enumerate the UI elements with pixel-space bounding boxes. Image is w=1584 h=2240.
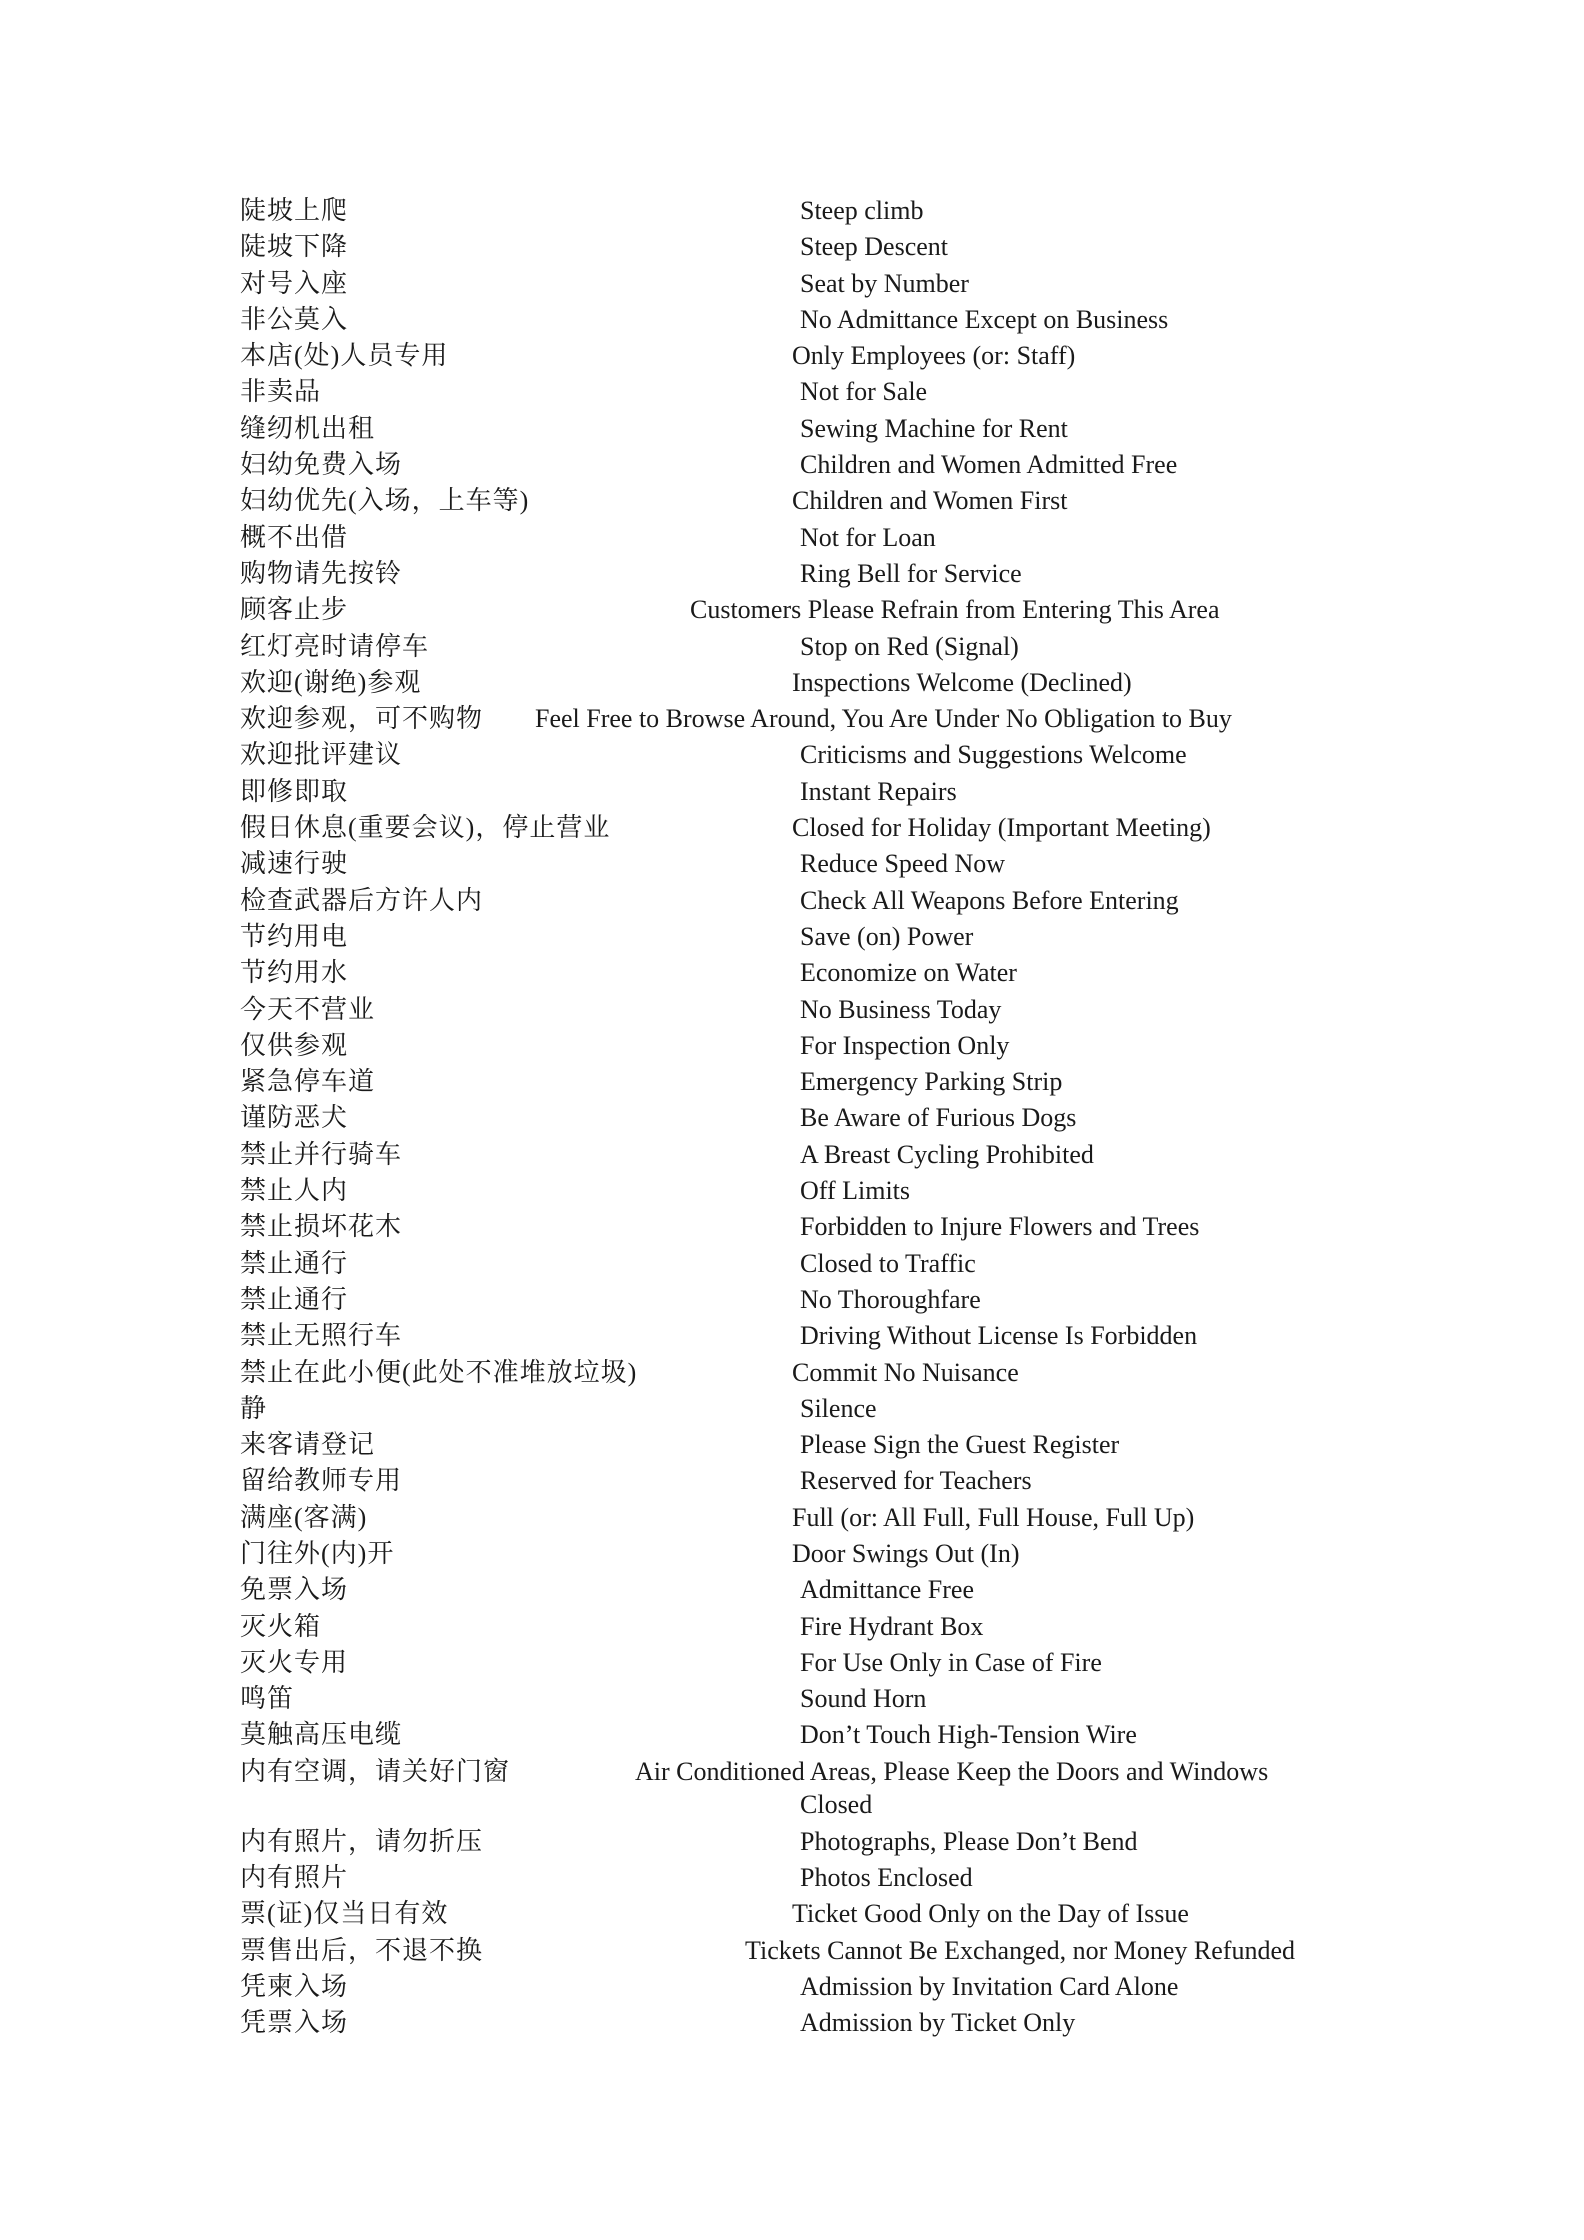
chinese-sign-text: 禁止通行 xyxy=(240,1284,349,1314)
english-translation-text: Admission by Invitation Card Alone xyxy=(800,1971,1179,2001)
chinese-sign-text: 内有照片 xyxy=(240,1863,349,1893)
chinese-sign-text: 内有照片，请勿折压 xyxy=(240,1826,484,1856)
chinese-sign-text: 禁止通行 xyxy=(240,1248,349,1278)
chinese-sign-text: 内有空调，请关好门窗 xyxy=(240,1756,511,1786)
chinese-sign-text: 门往外(内)开 xyxy=(240,1538,395,1568)
chinese-sign-text: 免票入场 xyxy=(240,1575,349,1605)
chinese-sign-text: 红灯亮时请停车 xyxy=(240,631,430,661)
english-translation-text: Inspections Welcome (Declined) xyxy=(792,667,1132,697)
english-translation-text: Tickets Cannot Be Exchanged, nor Money Refunded xyxy=(745,1935,1295,1965)
chinese-sign-text: 禁止在此小便(此处不准堆放垃圾) xyxy=(240,1357,638,1387)
chinese-sign-text: 减速行驶 xyxy=(240,849,349,879)
english-translation-text: Off Limits xyxy=(800,1176,911,1206)
chinese-sign-text: 禁止损坏花木 xyxy=(240,1212,403,1242)
english-translation-text: Steep Descent xyxy=(800,232,949,262)
list-item xyxy=(240,1572,1360,1608)
list-item xyxy=(240,1318,1360,1354)
list-item xyxy=(240,1391,1360,1427)
chinese-sign-text: 妇幼免费入场 xyxy=(240,450,403,480)
chinese-sign-text: 欢迎(谢绝)参观 xyxy=(240,667,422,697)
chinese-sign-text: 购物请先按铃 xyxy=(240,558,403,588)
chinese-sign-text: 禁止并行骑车 xyxy=(240,1139,403,1169)
chinese-sign-text: 莫触高压电缆 xyxy=(240,1720,403,1750)
chinese-sign-text: 欢迎参观，可不购物 xyxy=(240,704,484,734)
english-translation-text: Door Swings Out (In) xyxy=(792,1538,1020,1568)
english-translation-text: A Breast Cycling Prohibited xyxy=(800,1139,1094,1169)
english-translation-text: Not for Loan xyxy=(800,522,936,552)
english-translation-text: Children and Women First xyxy=(792,486,1068,516)
list-item xyxy=(240,556,1360,592)
list-item xyxy=(240,193,1360,229)
list-item xyxy=(240,1824,1360,1860)
list-item xyxy=(240,1609,1360,1645)
list-item xyxy=(240,1896,1360,1932)
chinese-sign-text: 紧急停车道 xyxy=(240,1067,376,1097)
english-translation-text: Full (or: All Full, Full House, Full Up) xyxy=(792,1502,1195,1532)
list-item xyxy=(240,1173,1360,1209)
english-translation-text: Don’t Touch High-Tension Wire xyxy=(800,1720,1137,1750)
chinese-sign-text: 假日休息(重要会议)，停止营业 xyxy=(240,813,611,843)
english-translation-text: Ring Bell for Service xyxy=(800,558,1022,588)
chinese-sign-text: 票售出后，不退不换 xyxy=(240,1935,484,1965)
list-item xyxy=(240,1282,1360,1318)
english-translation-text: Be Aware of Furious Dogs xyxy=(800,1103,1077,1133)
list-item xyxy=(240,701,1360,737)
list-item xyxy=(240,592,1360,628)
list-item xyxy=(240,1028,1360,1064)
chinese-sign-text: 概不出借 xyxy=(240,522,349,552)
chinese-sign-text: 满座(客满) xyxy=(240,1502,368,1532)
list-item xyxy=(240,483,1360,519)
chinese-sign-text: 陡坡下降 xyxy=(240,232,349,262)
english-translation-text: Closed for Holiday (Important Meeting) xyxy=(792,813,1211,843)
chinese-sign-text: 非公莫入 xyxy=(240,304,349,334)
english-translation-text: Admittance Free xyxy=(800,1575,974,1605)
chinese-sign-text: 禁止人内 xyxy=(240,1176,349,1206)
sign-translation-list xyxy=(240,193,1360,2042)
list-item xyxy=(240,1717,1360,1753)
list-item xyxy=(240,266,1360,302)
list-item xyxy=(240,2005,1360,2041)
english-translation-text: Not for Sale xyxy=(800,377,928,407)
english-translation-text: Commit No Nuisance xyxy=(792,1357,1019,1387)
chinese-sign-text: 节约用水 xyxy=(240,958,349,988)
english-translation-text: Please Sign the Guest Register xyxy=(800,1430,1120,1460)
english-translation-text: Steep climb xyxy=(800,196,924,225)
list-item xyxy=(240,1246,1360,1282)
english-translation-text: Feel Free to Browse Around, You Are Under No Obligation to Buy xyxy=(535,704,1232,734)
list-item xyxy=(240,374,1360,410)
chinese-sign-text: 凭柬入场 xyxy=(240,1971,349,2001)
chinese-sign-text: 陡坡上爬 xyxy=(240,196,349,225)
list-item xyxy=(240,1100,1360,1136)
english-translation-text: No Admittance Except on Business xyxy=(800,304,1169,334)
list-item xyxy=(240,665,1360,701)
list-item xyxy=(240,1933,1360,1969)
english-translation-continuation: Closed xyxy=(800,1789,873,1819)
list-item xyxy=(240,1754,1360,1824)
english-translation-text: No Thoroughfare xyxy=(800,1284,981,1314)
english-translation-text: Stop on Red (Signal) xyxy=(800,631,1019,661)
list-item xyxy=(240,1860,1360,1896)
english-translation-text: Silence xyxy=(800,1393,877,1423)
english-translation-text: Forbidden to Injure Flowers and Trees xyxy=(800,1212,1200,1242)
list-item xyxy=(240,737,1360,773)
chinese-sign-text: 本店(处)人员专用 xyxy=(240,341,449,371)
english-translation-text: Air Conditioned Areas, Please Keep the Doors and Windows xyxy=(635,1756,1269,1786)
english-translation-text: Emergency Parking Strip xyxy=(800,1067,1063,1097)
list-item xyxy=(240,919,1360,955)
english-translation-text: No Business Today xyxy=(800,994,1002,1024)
list-item xyxy=(240,1645,1360,1681)
list-item xyxy=(240,1536,1360,1572)
list-item xyxy=(240,1463,1360,1499)
chinese-sign-text: 缝纫机出租 xyxy=(240,413,376,443)
list-item xyxy=(240,1137,1360,1173)
chinese-sign-text: 鸣笛 xyxy=(240,1684,295,1714)
english-translation-text: For Use Only in Case of Fire xyxy=(800,1647,1102,1677)
chinese-sign-text: 欢迎批评建议 xyxy=(240,740,403,770)
english-translation-text: Fire Hydrant Box xyxy=(800,1611,984,1641)
english-translation-text: Driving Without License Is Forbidden xyxy=(800,1321,1198,1351)
english-translation-text: Reduce Speed Now xyxy=(800,849,1006,879)
chinese-sign-text: 对号入座 xyxy=(240,268,349,298)
chinese-sign-text: 顾客止步 xyxy=(240,595,349,625)
list-item xyxy=(240,1209,1360,1245)
list-item xyxy=(240,447,1360,483)
english-translation-text: Children and Women Admitted Free xyxy=(800,450,1178,480)
english-translation-text: Reserved for Teachers xyxy=(800,1466,1032,1496)
english-translation-text: Closed to Traffic xyxy=(800,1248,976,1278)
chinese-sign-text: 非卖品 xyxy=(240,377,322,407)
chinese-sign-text: 仅供参观 xyxy=(240,1030,349,1060)
english-translation-text: Only Employees (or: Staff) xyxy=(792,341,1076,371)
chinese-sign-text: 票(证)仅当日有效 xyxy=(240,1899,449,1929)
english-translation-text: Instant Repairs xyxy=(800,776,957,806)
list-item xyxy=(240,1969,1360,2005)
list-item xyxy=(240,1500,1360,1536)
english-translation-text: Admission by Ticket Only xyxy=(800,2008,1076,2038)
english-translation-text: Customers Please Refrain from Entering This Area xyxy=(690,595,1220,625)
english-translation-text: Criticisms and Suggestions Welcome xyxy=(800,740,1187,770)
english-translation-text: Photographs, Please Don’t Bend xyxy=(800,1826,1138,1856)
chinese-sign-text: 检查武器后方许人内 xyxy=(240,885,484,915)
list-item xyxy=(240,846,1360,882)
chinese-sign-text: 禁止无照行车 xyxy=(240,1321,403,1351)
list-item xyxy=(240,883,1360,919)
list-item xyxy=(240,1681,1360,1717)
english-translation-text: Seat by Number xyxy=(800,268,969,298)
english-translation-text: For Inspection Only xyxy=(800,1030,1010,1060)
list-item xyxy=(240,302,1360,338)
chinese-sign-text: 留给教师专用 xyxy=(240,1466,403,1496)
list-item xyxy=(240,955,1360,991)
english-translation-text: Sound Horn xyxy=(800,1684,927,1714)
chinese-sign-text: 灭火箱 xyxy=(240,1611,322,1641)
list-item xyxy=(240,520,1360,556)
chinese-sign-text: 灭火专用 xyxy=(240,1647,349,1677)
english-translation-text: Photos Enclosed xyxy=(800,1863,973,1893)
english-translation-text: Ticket Good Only on the Day of Issue xyxy=(792,1899,1189,1929)
english-translation-text: Economize on Water xyxy=(800,958,1017,988)
chinese-sign-text: 今天不营业 xyxy=(240,994,376,1024)
list-item xyxy=(240,229,1360,265)
english-translation-text: Sewing Machine for Rent xyxy=(800,413,1068,443)
chinese-sign-text: 静 xyxy=(240,1393,268,1423)
list-item xyxy=(240,810,1360,846)
chinese-sign-text: 即修即取 xyxy=(240,776,349,806)
list-item xyxy=(240,411,1360,447)
chinese-sign-text: 凭票入场 xyxy=(240,2008,349,2038)
chinese-sign-text: 妇幼优先(入场，上车等) xyxy=(240,486,530,516)
list-item xyxy=(240,1064,1360,1100)
list-item xyxy=(240,992,1360,1028)
list-item xyxy=(240,629,1360,665)
chinese-sign-text: 节约用电 xyxy=(240,921,349,951)
list-item xyxy=(240,338,1360,374)
english-translation-text: Save (on) Power xyxy=(800,921,974,951)
list-item xyxy=(240,1427,1360,1463)
chinese-sign-text: 谨防恶犬 xyxy=(240,1103,349,1133)
chinese-sign-text: 来客请登记 xyxy=(240,1430,376,1460)
list-item xyxy=(240,1355,1360,1391)
list-item xyxy=(240,774,1360,810)
english-translation-text: Check All Weapons Before Entering xyxy=(800,885,1179,915)
